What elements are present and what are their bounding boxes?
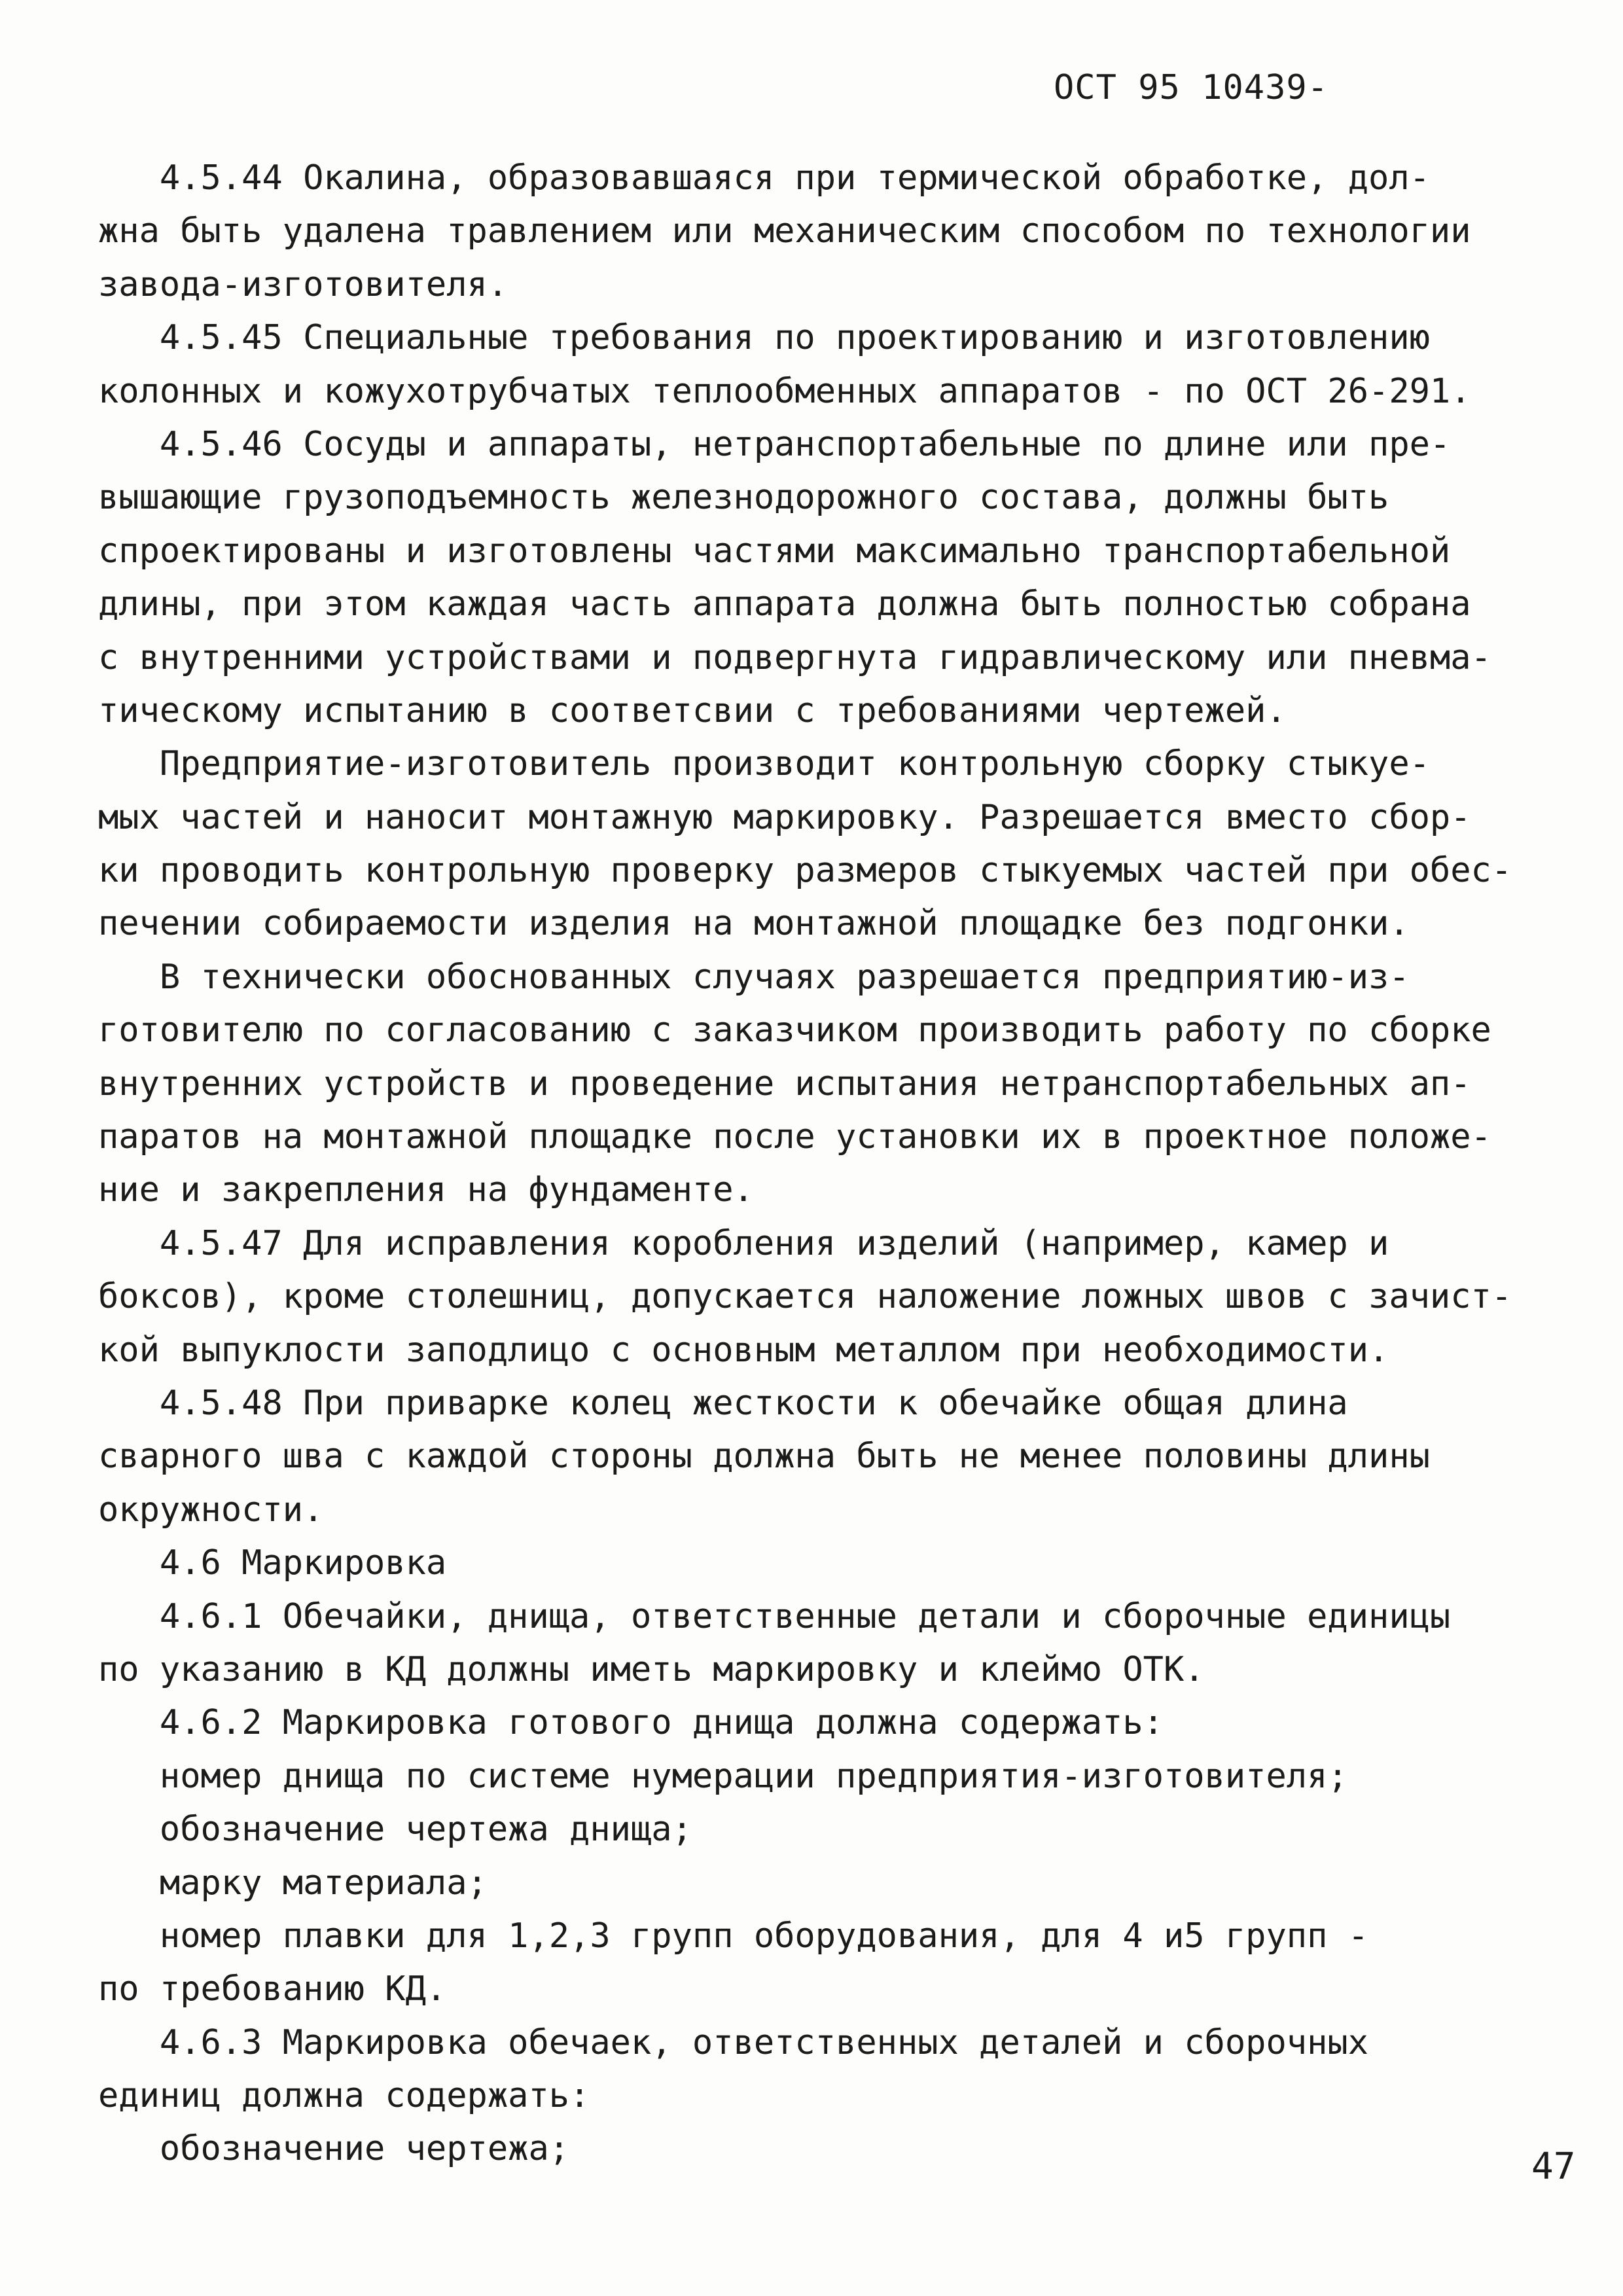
text-line: 4.6.3 Маркировка обечаек, ответственных деталей и сборочных (98, 2022, 1369, 2062)
text-line: тическому испытанию в соответсвии с требованиями чертежей. (98, 691, 1287, 730)
text-line: 4.6 Маркировка (98, 1543, 447, 1583)
text-line: 4.5.44 Окалина, образовавшаяся при термической обработке, дол- (98, 158, 1430, 198)
text-line: кой выпуклости заподлицо с основным металлом при необходимости. (98, 1330, 1389, 1370)
text-line: по требованию КД. (98, 1969, 447, 2009)
text-line: 4.5.48 При приварке колец жесткости к обечайке общая длина (98, 1383, 1348, 1423)
text-line: паратов на монтажной площадке после установки их в проектное положе- (98, 1117, 1491, 1157)
text-line: вышающие грузоподъемность железнодорожного состава, должны быть (98, 478, 1389, 518)
text-line: 4.5.46 Сосуды и аппараты, нетранспортабельные по длине или пре- (98, 424, 1451, 464)
text-line: номер днища по системе нумерации предприятия-изготовителя; (98, 1756, 1348, 1796)
text-line: по указанию в КД должны иметь маркировку и клеймо ОТК. (98, 1649, 1205, 1689)
text-line: ние и закрепления на фундаменте. (98, 1170, 754, 1210)
text-line: номер плавки для 1,2,3 групп оборудования, для 4 и5 групп - (98, 1916, 1369, 1956)
text-line: боксов), кроме столешниц, допускается наложение ложных швов с зачист- (98, 1277, 1512, 1317)
text-line: завода-изготовителя. (98, 264, 508, 304)
document-body (98, 152, 1551, 2176)
page-number: 47 (1531, 2145, 1576, 2188)
standard-code-header: ОСТ 95 10439- (1054, 68, 1329, 107)
text-line: 4.5.45 Специальные требования по проектированию и изготовлению (98, 318, 1430, 358)
text-line: спроектированы и изготовлены частями максимально транспортабельной (98, 531, 1451, 571)
text-line: ки проводить контрольную проверку размеров стыкуемых частей при обес- (98, 851, 1512, 891)
text-line: внутренних устройств и проведение испытания нетранспортабельных ап- (98, 1064, 1471, 1103)
text-line: окружности. (98, 1490, 324, 1530)
text-line: 4.6.2 Маркировка готового днища должна содержать: (98, 1703, 1164, 1743)
text-line: марку материала; (98, 1863, 488, 1903)
text-line: обозначение чертежа; (98, 2129, 570, 2169)
text-line: Предприятие-изготовитель производит контрольную сборку стыкуе- (98, 744, 1430, 784)
text-line: сварного шва с каждой стороны должна быть не менее половины длины (98, 1437, 1430, 1477)
text-line: мых частей и наносит монтажную маркировку. Разрешается вместо сбор- (98, 797, 1471, 837)
text-line: единиц должна содержать: (98, 2076, 590, 2116)
text-line: жна быть удалена травлением или механическим способом по технологии (98, 211, 1471, 251)
text-line: готовителю по согласованию с заказчиком производить работу по сборке (98, 1011, 1491, 1050)
text-line: с внутренними устройствами и подвергнута гидравлическому или пневма- (98, 637, 1491, 677)
text-line: 4.5.47 Для исправления коробления изделий (например, камер и (98, 1223, 1389, 1263)
text-line: длины, при этом каждая часть аппарата должна быть полностью собрана (98, 584, 1471, 624)
text-line: В технически обоснованных случаях разрешается предприятию-из- (98, 957, 1410, 997)
text-line: обозначение чертежа днища; (98, 1810, 692, 1850)
text-line: печении собираемости изделия на монтажной площадке без подгонки. (98, 904, 1410, 944)
text-line: колонных и кожухотрубчатых теплообменных аппаратов - по ОСТ 26-291. (98, 371, 1471, 411)
text-line: 4.6.1 Обечайки, днища, ответственные детали и сборочные единицы (98, 1596, 1451, 1636)
